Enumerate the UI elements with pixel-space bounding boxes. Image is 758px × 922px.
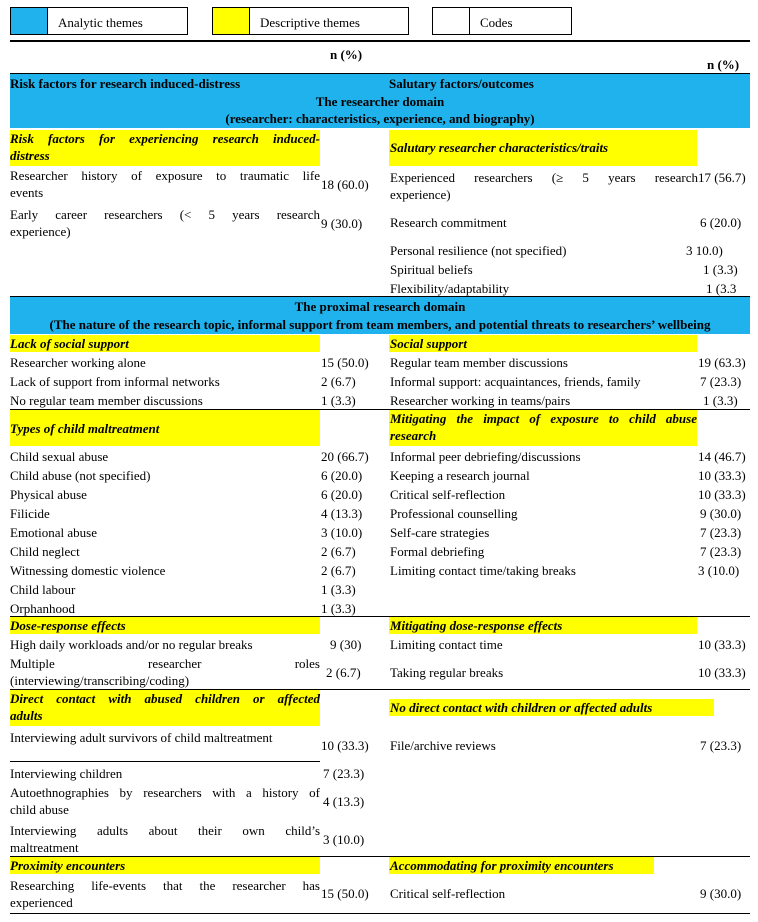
legend-swatch-codes	[433, 8, 470, 34]
code-row-label: No regular team member discussions	[10, 393, 203, 408]
code-row-label: Critical self-reflection	[390, 487, 506, 502]
proximal-domain-subtitle: (The nature of the research topic, informal support from team members, and potential threats to researchers’ wellbeing	[49, 317, 711, 332]
code-row-n: 9 (30.0)	[700, 506, 742, 521]
code-row-n: 7 (23.3)	[700, 738, 742, 753]
code-row-label: Research commitment	[390, 215, 507, 230]
code-row-label: Child sexual abuse	[10, 449, 109, 464]
code-row-label: Early career researchers (< 5 years research	[10, 207, 320, 222]
code-row-label: High daily workloads and/or no regular breaks	[10, 637, 253, 652]
code-row-n: 3 (10.0)	[698, 563, 740, 578]
code-row-label: Regular team member discussions	[390, 355, 568, 370]
code-row-label: Limiting contact time	[390, 637, 503, 652]
code-row-label: Child neglect	[10, 544, 80, 559]
code-row-n: 10 (33.3)	[321, 738, 369, 753]
code-row-n: 7 (23.3)	[323, 766, 365, 781]
code-row-label: Researching life-events that the researcher has	[10, 878, 320, 893]
code-row-label: Spiritual beliefs	[390, 262, 473, 277]
code-row-n: 3 (10.0)	[323, 832, 365, 847]
legend-descriptive	[212, 7, 409, 35]
code-row-label: Professional counselling	[390, 506, 518, 521]
code-row-label: Orphanhood	[10, 601, 75, 616]
code-row-label: experienced	[10, 895, 73, 910]
code-row-n: 10 (33.3)	[698, 665, 746, 680]
code-row-n: 14 (46.7)	[698, 449, 746, 464]
legend-swatch-analytic	[11, 8, 48, 34]
code-row-n: 15 (50.0)	[321, 886, 369, 901]
code-row-label: Self-care strategies	[390, 525, 490, 540]
theme-accommodating-proximity: Accommodating for proximity encounters	[390, 858, 614, 873]
code-row-n: 6 (20.0)	[321, 487, 363, 502]
code-row-n: 2 (6.7)	[321, 374, 356, 389]
code-row-n: 1 (3.3)	[321, 601, 356, 616]
code-row-label: Interviewing adults about their own child’s	[10, 823, 320, 838]
code-row-n: 2 (6.7)	[321, 544, 356, 559]
code-row-n: 1 (3.3)	[703, 393, 738, 408]
code-row-n: 7 (23.3)	[700, 374, 742, 389]
code-row-label: Keeping a research journal	[390, 468, 530, 483]
code-row-n: 6 (20.0)	[321, 468, 363, 483]
researcher-domain-title: The researcher domain	[315, 94, 445, 109]
legend-label-codes: Codes	[480, 15, 513, 30]
code-row-n: 3 10.0)	[686, 243, 723, 258]
theme-dose-response: Dose-response effects	[10, 618, 126, 633]
code-row-label: Lack of support from informal networks	[10, 374, 220, 389]
salutary-factors-title: Salutary factors/outcomes	[389, 76, 534, 91]
code-row-n: 17 (56.7)	[698, 170, 746, 185]
theme-mitigating-impact-line2: research	[390, 428, 437, 443]
code-row-label: File/archive reviews	[390, 738, 496, 753]
risk-factors-title: Risk factors for research induced-distress	[10, 76, 241, 91]
code-row-label: Interviewing children	[10, 766, 123, 781]
code-row-label: Filicide	[10, 506, 50, 521]
code-row-label: Flexibility/adaptability	[390, 281, 510, 296]
code-row-n: 6 (20.0)	[700, 215, 742, 230]
table-top-rule	[10, 40, 750, 42]
code-row-label: child abuse	[10, 802, 69, 817]
code-row-label: Researcher history of exposure to traumatic life	[10, 168, 320, 183]
legend-swatch-descriptive	[213, 8, 250, 34]
code-row-label: Multiple researcher roles	[10, 656, 320, 671]
row-rule	[10, 761, 320, 762]
legend-label-analytic: Analytic themes	[58, 15, 143, 30]
code-row-label: (interviewing/transcribing/coding)	[10, 673, 190, 688]
code-row-label: Critical self-reflection	[390, 886, 506, 901]
theme-types-of-maltreatment: Types of child maltreatment	[10, 421, 160, 436]
code-row-n: 10 (33.3)	[698, 637, 746, 652]
code-row-label: Formal debriefing	[390, 544, 485, 559]
code-row-n: 4 (13.3)	[321, 506, 363, 521]
code-row-label: Informal support: acquaintances, friends, family	[390, 374, 641, 389]
theme-lack-social-support: Lack of social support	[10, 336, 129, 351]
code-row-n: 1 (3.3)	[321, 393, 356, 408]
code-row-n: 18 (60.0)	[321, 177, 369, 192]
code-row-n: 10 (33.3)	[698, 487, 746, 502]
theme-direct-contact-line2: adults	[10, 708, 43, 723]
theme-proximity-encounters: Proximity encounters	[10, 858, 126, 873]
code-row-label: events	[10, 185, 44, 200]
code-row-label: Limiting contact time/taking breaks	[390, 563, 576, 578]
n-header-left: n (%)	[330, 47, 363, 62]
code-row-n: 10 (33.3)	[698, 468, 746, 483]
code-row-label: Informal peer debriefing/discussions	[390, 449, 581, 464]
code-row-label: Autoethnographies by researchers with a history of	[10, 785, 320, 800]
code-row-label: Researcher working alone	[10, 355, 146, 370]
theme-no-direct-contact: No direct contact with children or affected adults	[390, 700, 653, 715]
code-row-n: 9 (30)	[330, 637, 362, 652]
code-row-n: 2 (6.7)	[326, 665, 361, 680]
code-row-n: 1 (3.3	[706, 281, 737, 296]
code-row-label: Physical abuse	[10, 487, 87, 502]
code-row-label: Personal resilience (not specified)	[390, 243, 567, 258]
researcher-domain-subtitle: (researcher: characteristics, experience, and biography)	[225, 111, 535, 126]
n-header-right: n (%)	[707, 57, 740, 72]
code-row-n: 3 (10.0)	[321, 525, 363, 540]
code-row-n: 15 (50.0)	[321, 355, 369, 370]
code-row-label: Child labour	[10, 582, 76, 597]
theme-salutary-traits: Salutary researcher characteristics/traits	[390, 140, 609, 155]
theme-risk-factors-line2: distress	[10, 148, 50, 163]
code-row-label: Researcher working in teams/pairs	[390, 393, 571, 408]
code-row-label: Witnessing domestic violence	[10, 563, 166, 578]
code-row-label: Child abuse (not specified)	[10, 468, 151, 483]
code-row-n: 7 (23.3)	[700, 525, 742, 540]
code-row-n: 9 (30.0)	[700, 886, 742, 901]
table-bottom-rule	[10, 913, 750, 914]
legend-label-descriptive: Descriptive themes	[260, 15, 360, 30]
theme-social-support: Social support	[390, 336, 467, 351]
theme-mitigating-dose: Mitigating dose-response effects	[390, 618, 563, 633]
legend-analytic	[10, 7, 188, 35]
theme-mitigating-impact-line1: Mitigating the impact of exposure to child abuse	[390, 411, 697, 426]
theme-risk-factors-line1: Risk factors for experiencing research induced-	[10, 131, 320, 146]
code-row-label: Taking regular breaks	[390, 665, 504, 680]
code-row-n: 7 (23.3)	[700, 544, 742, 559]
theme-direct-contact-line1: Direct contact with abused children or affected	[10, 691, 320, 706]
code-row-n: 4 (13.3)	[323, 794, 365, 809]
code-row-n: 1 (3.3)	[703, 262, 738, 277]
code-row-n: 20 (66.7)	[321, 449, 369, 464]
code-row-label: experience)	[10, 224, 71, 239]
code-row-n: 1 (3.3)	[321, 582, 356, 597]
code-row-n: 2 (6.7)	[321, 563, 356, 578]
code-row-n: 9 (30.0)	[321, 216, 363, 231]
proximal-domain-title: The proximal research domain	[294, 299, 466, 314]
legend-codes	[432, 7, 572, 35]
code-row-label: Interviewing adult survivors of child maltreatment	[10, 730, 273, 745]
code-row-label: experience)	[390, 187, 451, 202]
code-row-label: Experienced researchers (≥ 5 years research	[390, 170, 698, 185]
code-row-n: 19 (63.3)	[698, 355, 746, 370]
code-row-label: Emotional abuse	[10, 525, 98, 540]
code-row-label: maltreatment	[10, 840, 79, 855]
